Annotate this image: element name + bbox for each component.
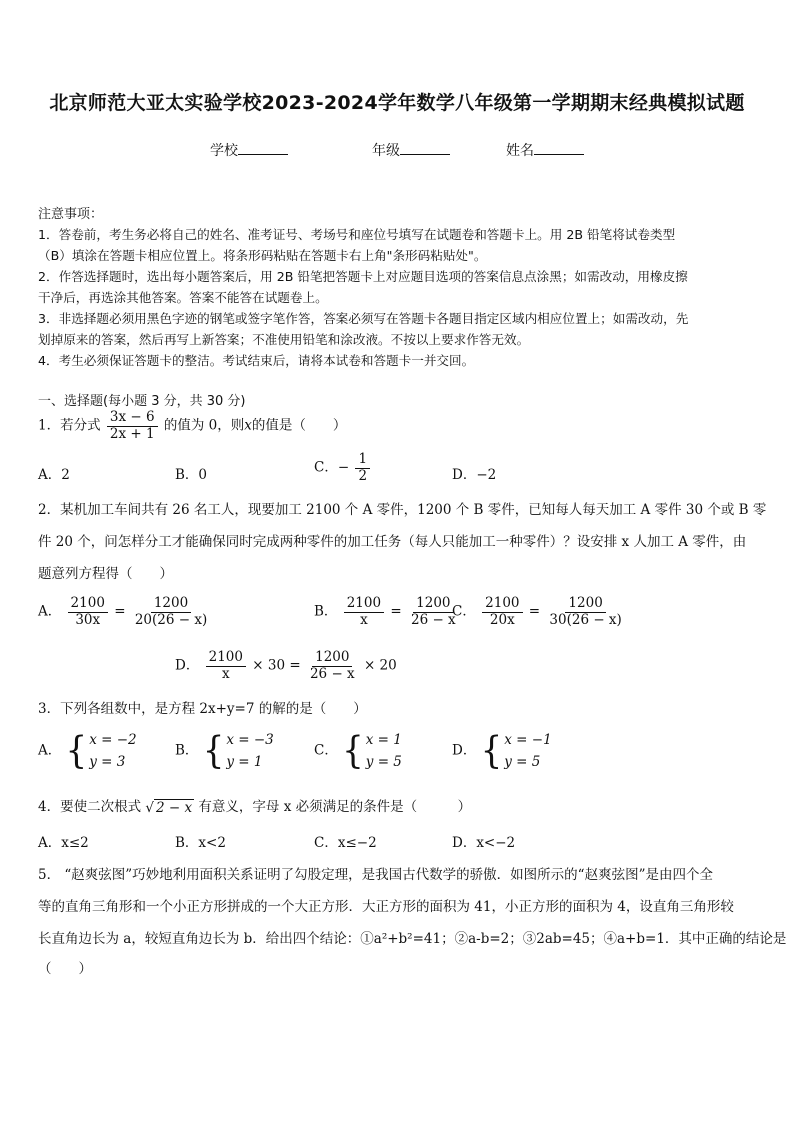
q2-option-d [175,650,397,682]
fraction-numerator: 2100 [482,596,522,613]
q2-c-left-fraction [482,596,522,628]
system-row: x = 1 [365,732,402,748]
system-row: y = 5 [504,754,541,770]
system-row: y = 3 [89,754,126,770]
q2-c-right-fraction [546,596,624,628]
left-brace: { [202,729,225,773]
fraction-denominator: x [360,611,368,628]
equation-system [342,729,402,773]
fraction-denominator: 30(26 − x) [549,611,622,628]
q4-stem [38,795,471,816]
q4-option-b: B．x<2 [175,835,226,851]
q2-d-left-fraction [206,650,246,682]
equals-sign: = [390,603,402,620]
grade-blank-line [400,141,450,155]
left-brace: { [342,729,364,773]
fraction-numerator: 1200 [312,650,352,667]
q4-option-d: D．x<−2 [452,835,516,851]
q3-option-d [452,729,552,773]
radical-sign: √ [145,799,154,816]
name-field [506,140,584,160]
q5-stem-line: 等的直角三角形和一个小正方形拼成的一个大正方形．大正方形的面积为 41，小正方形的面积为 4，设直角三角形较 [38,899,734,915]
q1-variable: x [244,417,252,434]
q2-b-left-fraction [344,596,384,628]
grade-label: 年级 [372,143,400,159]
q3-option-b-label: B． [175,742,199,759]
q2-option-c [452,596,627,628]
q5-stem-line: （ ） [38,961,92,977]
q2-option-c-label: C． [452,603,476,620]
q1-option-c-denominator: 2 [358,467,368,484]
q3-option-a [38,729,137,773]
q2-option-a-label: A． [38,603,62,620]
school-blank-line [238,141,288,155]
q3-option-b [175,729,274,773]
fraction-numerator: 1200 [565,596,605,613]
q1-fraction-denominator: 2x + 1 [109,425,155,442]
q1-option-c [314,452,372,484]
equation-system [203,729,274,773]
fraction-denominator: 20(26 − x) [134,611,208,628]
q1-option-d: D．−2 [452,467,497,483]
q2-a-right-fraction [132,596,210,628]
q1-option-c-label: C．− [314,459,350,476]
equation-system [481,729,552,773]
note-line: 1．答卷前，考生务必将自己的姓名、准考证号、考场号和座位号填写在试题卷和答题卡上。用 2B 铅笔将试卷类型 [38,227,676,242]
q4-option-c: C．x≤−2 [314,835,377,851]
fraction-denominator: 26 − x [309,665,355,682]
notes-heading: 注意事项： [38,207,104,222]
section-heading: 一、选择题(每小题 3 分，共 30 分) [38,394,246,409]
q2-stem-line: 件 20 个，问怎样分工才能确保同时完成两种零件的加工任务（每人只能加工一种零件）？设安排 x 人加工 A 零件，由 [38,534,747,550]
q3-option-a-label: A． [38,742,62,759]
fraction-numerator: 1200 [413,596,453,613]
radicand: 2 − x [156,799,193,816]
multiply-equals: × 30 = [252,657,301,674]
system-row: x = −1 [504,732,552,748]
q4-prefix: 4．要使二次根式 [38,799,142,815]
note-line: 4．考生必须保证答题卡的整洁。考试结束后，请将本试卷和答题卡一并交回。 [38,353,475,368]
q4-option-a: A．x≤2 [38,835,89,851]
system-row: x = −3 [226,732,274,748]
q2-d-right-fraction [307,650,358,682]
q5-stem-line: 长直角边长为 a，较短直角边长为 b．给出四个结论：①a²+b²=41；②a-b=2；③2ab=45；④a+b=1．其中正确的结论是 [38,931,787,947]
fraction-denominator: 20x [489,611,515,628]
q3-option-d-label: D． [452,742,477,759]
q3-option-c [314,729,402,773]
fraction-numerator: 2100 [206,650,246,667]
q4-suffix: 有意义，字母 x 必须满足的条件是（ ） [198,799,472,815]
q1-option-c-numerator: 1 [355,452,370,469]
system-row: y = 1 [226,754,263,770]
note-line: 划掉原来的答案，然后再写上新答案；不准使用铅笔和涂改液。不按以上要求作答无效。 [38,332,530,347]
note-line: 干净后，再选涂其他答案。答案不能答在试题卷上。 [38,290,328,305]
q3-stem: 3．下列各组数中，是方程 2x+y=7 的解的是（ ） [38,701,367,717]
square-root [145,800,194,816]
note-line: （B）填涂在答题卡相应位置上。将条形码粘贴在答题卡右上角"条形码粘贴处"。 [38,248,487,263]
question-1-stem [38,410,346,442]
fraction-numerator: 2100 [344,596,384,613]
name-label: 姓名 [506,143,534,159]
left-brace: { [65,729,88,773]
equals-sign: = [114,603,126,620]
fraction-denominator: 30x [75,611,101,628]
q2-a-left-fraction [68,596,108,628]
q1-suffix: 的值为 0，则 [163,417,245,434]
q1-fraction-numerator: 3x − 6 [107,410,158,427]
q1-fraction [107,410,158,442]
school-label: 学校 [210,143,238,159]
school-field [210,140,288,160]
q2-option-b [314,596,461,628]
q1-option-a: A．2 [38,467,70,483]
page-title: 北京师范大亚太实验学校2023-2024学年数学八年级第一学期期末经典模拟试题 [49,92,745,114]
fraction-numerator: 2100 [68,596,108,613]
fraction-denominator: x [221,665,230,682]
q2-option-b-label: B． [314,603,338,620]
q3-option-c-label: C． [314,742,338,759]
multiply-term: × 20 [363,657,397,674]
left-brace: { [480,729,503,773]
q2-stem-line: 2．某机加工车间共有 26 名工人，现要加工 2100 个 A 零件，1200 个 B 零件，已知每人每天加工 A 零件 30 个或 B 零 [38,502,767,518]
q1-option-b: B．0 [175,467,208,483]
q1-suffix2: 的值是（ ） [251,417,347,434]
q5-stem-line: 5． “赵爽弦图”巧妙地利用面积关系证明了勾股定理，是我国古代数学的骄傲．如图所示的“赵爽弦图”是由四个全 [38,867,713,883]
q1-option-c-fraction [355,452,370,484]
name-blank-line [534,141,584,155]
equals-sign: = [528,603,541,620]
fraction-numerator: 1200 [151,596,191,613]
q2-option-d-label: D． [175,657,200,674]
equation-system [66,729,137,773]
fraction-denominator: 26 − x [410,611,456,628]
q2-option-a [38,596,212,628]
grade-field [372,140,450,160]
q2-stem-line: 题意列方程得（ ） [38,566,173,582]
note-line: 2．作答选择题时，选出每小题答案后，用 2B 铅笔把答题卡上对应题目选项的答案信息点涂黑；如需改动，用橡皮擦 [38,269,688,284]
system-row: y = 5 [365,754,402,770]
system-row: x = −2 [89,732,137,748]
q1-prefix: 1．若分式 [38,417,101,434]
note-line: 3．非选择题必须用黑色字迹的钢笔或签字笔作答，答案必须写在答题卡各题目指定区域内相应位置上；如需改动，先 [38,311,689,326]
